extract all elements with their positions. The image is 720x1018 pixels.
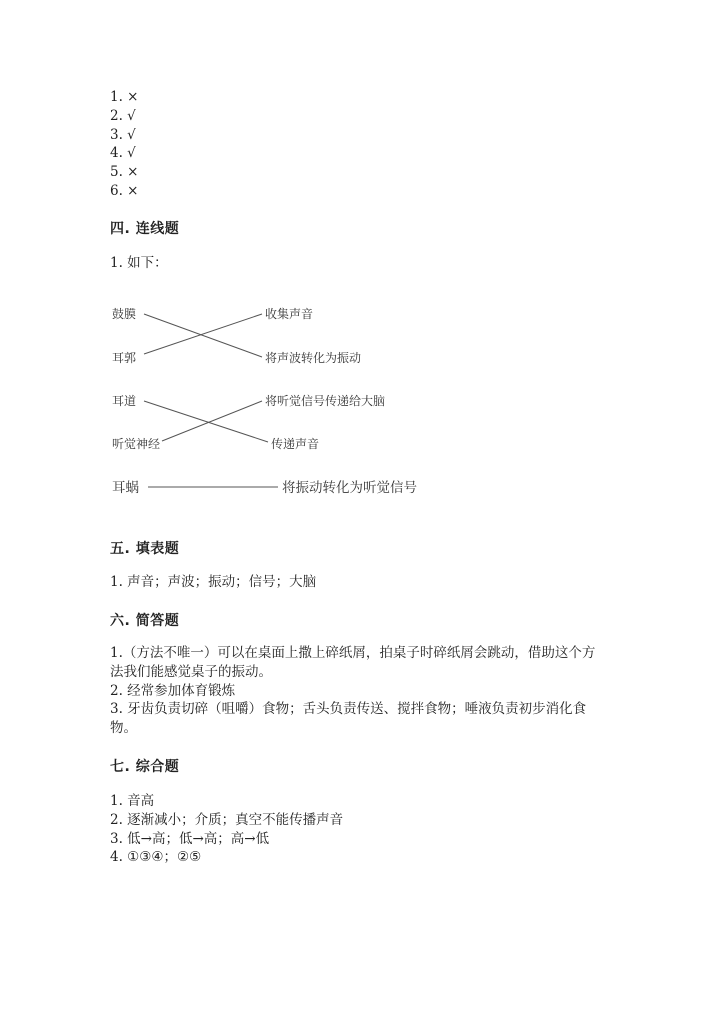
answer-5: 5. × xyxy=(110,164,139,181)
judgement-answers xyxy=(110,88,138,201)
answer-6: 6. × xyxy=(110,182,139,199)
right-label-zhendong: 将声波转化为振动 xyxy=(265,351,362,365)
section-7-item-2: 2. 逐渐减小；介质；真空不能传播声音 xyxy=(110,811,344,828)
section-6-items xyxy=(110,644,605,738)
right-label-chuandi-shengyin: 传递声音 xyxy=(271,437,320,451)
section-4-title: 四. 连线题 xyxy=(110,221,180,237)
answer-4: 4. √ xyxy=(110,145,136,162)
answer-1: 1. × xyxy=(110,89,139,105)
left-label-erwo: 耳蜗 xyxy=(112,480,139,496)
section-7-item-4: 4. ①③④；②⑤ xyxy=(110,849,202,866)
section-6-item-2: 2. 经常参加体育锻炼 xyxy=(110,682,236,699)
right-label-chuandi-danao: 将听觉信号传递给大脑 xyxy=(265,394,386,408)
section-6-item-3: 3. 牙齿负责切碎（咀嚼）食物；舌头负责传送、搅拌食物；唾液负责初步消化食物。 xyxy=(110,701,587,737)
section-7-item-1: 1. 音高 xyxy=(110,793,155,809)
section-7-item-3: 3. 低→高；低→高；高→低 xyxy=(110,830,270,847)
right-label-shouji: 收集声音 xyxy=(265,307,314,321)
answer-3: 3. √ xyxy=(110,126,136,143)
section-7-title: 七. 综合题 xyxy=(110,759,180,775)
section-6-title: 六. 简答题 xyxy=(110,613,180,629)
section-4-item: 1. 如下： xyxy=(110,255,168,271)
section-5-item: 1. 声音；声波；振动；信号；大脑 xyxy=(110,574,317,590)
matching-diagram xyxy=(100,296,460,506)
section-6-item-1: 1.（方法不唯一）可以在桌面上撒上碎纸屑，拍桌子时碎纸屑会跳动，借助这个方法我们能感觉桌子的振动。 xyxy=(110,645,596,680)
right-label-tingjue-xinhao: 将振动转化为听觉信号 xyxy=(282,480,417,496)
left-label-erdao: 耳道 xyxy=(112,394,137,408)
section-5-title: 五. 填表题 xyxy=(110,541,180,557)
answer-2: 2. √ xyxy=(110,107,136,124)
left-label-guban: 鼓膜 xyxy=(112,307,137,321)
left-label-erguo: 耳郭 xyxy=(112,351,137,365)
section-7-items xyxy=(110,792,605,867)
line-erdao xyxy=(144,401,268,442)
left-label-shenjing: 听觉神经 xyxy=(112,437,161,451)
